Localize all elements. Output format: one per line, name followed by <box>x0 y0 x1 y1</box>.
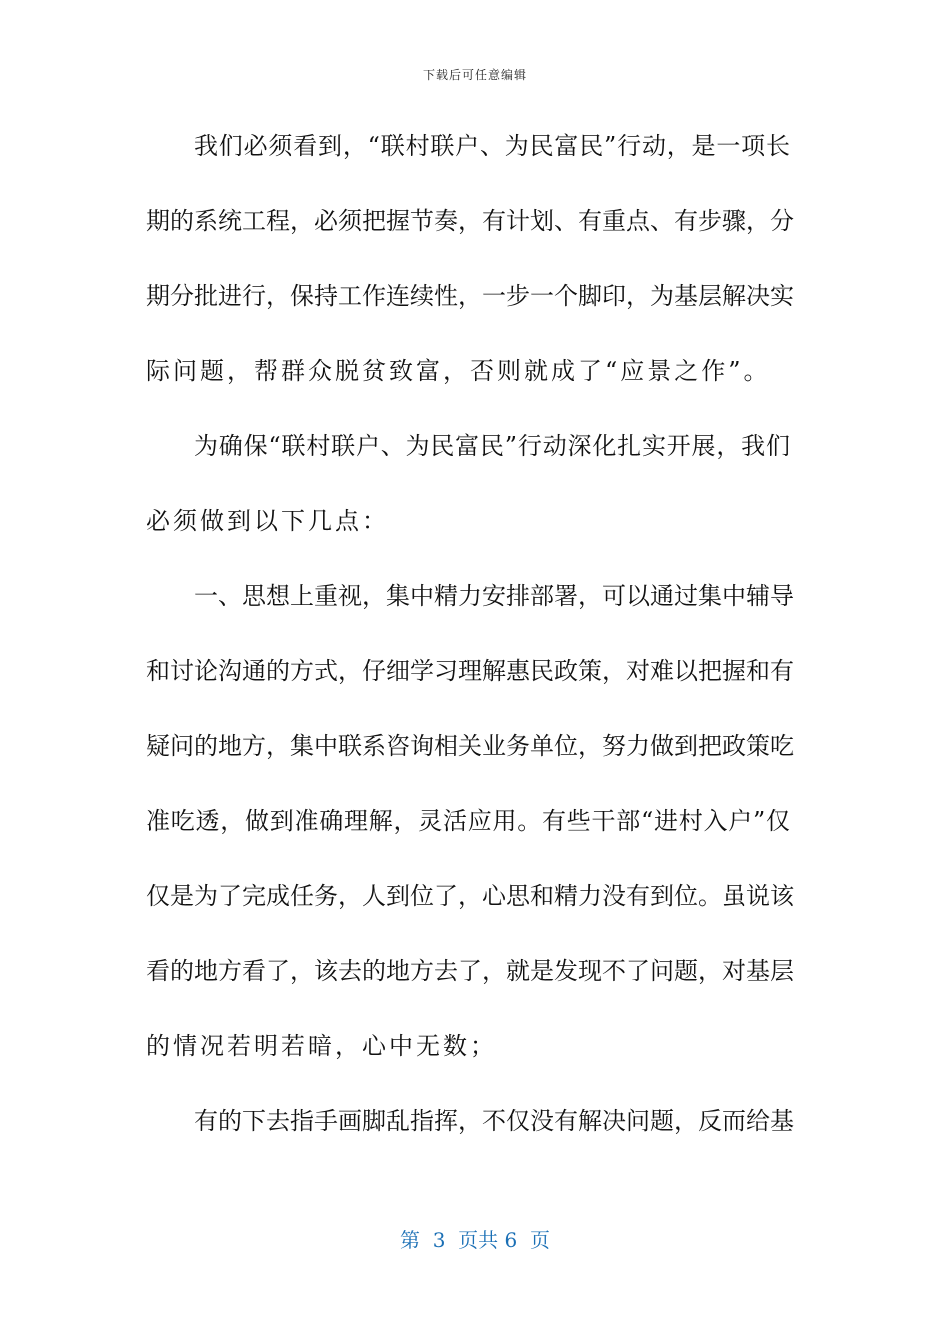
paragraph-line: 的情况若明若暗，心中无数； <box>146 1032 497 1060</box>
paragraph-line: 我们必须看到，“联村联户、为民富民”行动，是一项长 <box>194 132 790 160</box>
paragraph-line: 必须做到以下几点： <box>146 507 389 535</box>
paragraph-line: 仅是为了完成任务，人到位了，心思和精力没有到位。虽说该 <box>146 882 794 910</box>
paragraph-line: 为确保“联村联户、为民富民”行动深化扎实开展，我们 <box>194 432 790 460</box>
paragraph-line: 和讨论沟通的方式，仔细学习理解惠民政策，对难以把握和有 <box>146 657 794 685</box>
paragraph-line: 期的系统工程，必须把握节奏，有计划、有重点、有步骤，分 <box>146 207 794 235</box>
paragraph-line: 期分批进行，保持工作连续性，一步一个脚印，为基层解决实 <box>146 282 794 310</box>
page-number-footer: 第 3 页共 6 页 <box>400 1228 550 1252</box>
paragraph-line: 有的下去指手画脚乱指挥，不仅没有解决问题，反而给基 <box>194 1107 794 1135</box>
paragraph-line: 一、思想上重视，集中精力安排部署，可以通过集中辅导 <box>194 582 794 610</box>
paragraph-line: 际问题，帮群众脱贫致富，否则就成了“应景之作”。 <box>146 357 771 385</box>
paragraph-line: 准吃透，做到准确理解，灵活应用。有些干部“进村入户”仅 <box>146 807 790 835</box>
paragraph-line: 看的地方看了，该去的地方去了，就是发现不了问题，对基层 <box>146 957 794 985</box>
paragraph-line: 疑问的地方，集中联系咨询相关业务单位，努力做到把政策吃 <box>146 732 794 760</box>
page-header: 下载后可任意编辑 <box>422 68 527 82</box>
